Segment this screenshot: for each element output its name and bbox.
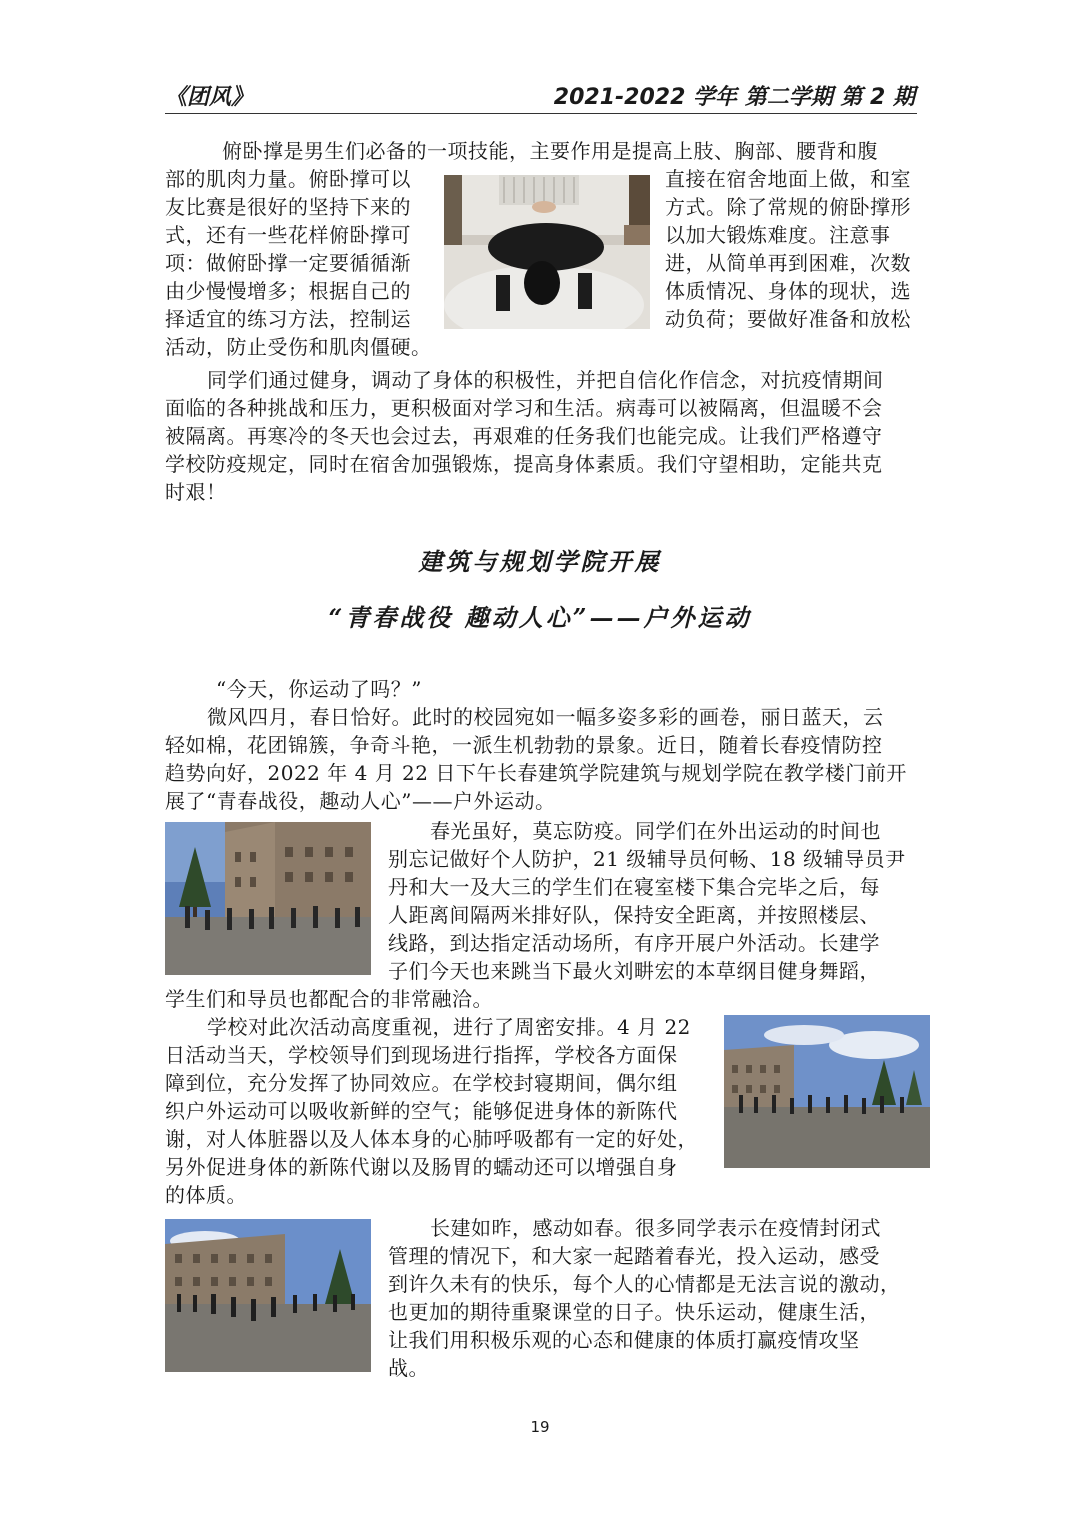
closing-text-line: 学校防疫规定，同时在宿舍加强锻炼，提高身体素质。我们守望相助，定能共克 (165, 452, 883, 476)
article-title-line1: 建筑与规划学院开展 (418, 547, 662, 576)
para-c-line: 也更加的期待重聚课堂的日子。快乐运动，健康生活， (388, 1300, 880, 1324)
pushup-text-line: 项：做俯卧撑一定要循循渐 (165, 251, 411, 275)
pushup-text-line: 以加大锻炼难度。注意事 (665, 223, 891, 247)
pushup-text-line: 部的肌肉力量。俯卧撑可以 (165, 167, 411, 191)
para-a-line: 线路，到达指定活动场所，有序开展户外活动。长建学 (388, 931, 880, 955)
pushup-text-line: 式，还有一些花样俯卧撑可 (165, 223, 411, 247)
pushup-photo (444, 175, 650, 329)
pushup-text-line: 择适宜的练习方法，控制运 (165, 307, 411, 331)
article-title-line2: “青春战役 趣动人心”——户外运动 (328, 603, 752, 632)
para-b-line: 另外促进身体的新陈代谢以及肠胃的蠕动还可以增强自身 (165, 1155, 678, 1179)
intro-text-line: 展了“青春战役，趣动人心”——户外运动。 (165, 789, 556, 813)
pushup-text-line: 友比赛是很好的坚持下来的 (165, 195, 411, 219)
outdoor-activity-photo-1 (165, 822, 371, 975)
pushup-text-line: 方式。除了常规的俯卧撑形 (665, 195, 911, 219)
header-rule (165, 113, 917, 114)
para-b-line: 谢，对人体脏器以及人体本身的心肺呼吸都有一定的好处， (165, 1127, 698, 1151)
journal-name: 《团风》 (165, 85, 254, 110)
para-a-line: 人距离间隔两米排好队，保持安全距离，并按照楼层、 (388, 903, 880, 927)
outdoor-activity-photo-3 (165, 1219, 371, 1372)
pushup-text-line: 由少慢慢增多；根据自己的 (165, 279, 411, 303)
intro-text-line: “今天，你运动了吗？” (216, 677, 422, 701)
para-b-line: 学校对此次活动高度重视，进行了周密安排。4 月 22 (207, 1015, 691, 1039)
closing-text-line: 被隔离。再寒冷的冬天也会过去，再艰难的任务我们也能完成。让我们严格遵守 (165, 424, 883, 448)
closing-text-line: 时艰！ (165, 480, 227, 504)
pushup-text-line: 进，从简单再到困难，次数 (665, 251, 911, 275)
pushup-text-line: 俯卧撑是男生们必备的一项技能，主要作用是提高上肢、胸部、腰背和腹 (222, 139, 878, 163)
pushup-text-line: 活动，防止受伤和肌肉僵硬。 (165, 335, 432, 359)
para-c-line: 让我们用积极乐观的心态和健康的体质打赢疫情攻坚 (388, 1328, 860, 1352)
para-a-line: 丹和大一及大三的学生们在寝室楼下集合完毕之后，每 (388, 875, 880, 899)
para-a-line: 学生们和导员也都配合的非常融洽。 (165, 987, 493, 1011)
para-a-line: 春光虽好，莫忘防疫。同学们在外出运动的时间也 (430, 819, 881, 843)
para-a-line: 别忘记做好个人防护，21 级辅导员何畅、18 级辅导员尹 (388, 847, 906, 871)
para-b-line: 日活动当天，学校领导们到现场进行指挥，学校各方面保 (165, 1043, 678, 1067)
para-c-line: 管理的情况下，和大家一起踏着春光，投入运动，感受 (388, 1244, 880, 1268)
para-b-line: 织户外运动可以吸收新鲜的空气；能够促进身体的新陈代 (165, 1099, 678, 1123)
outdoor-activity-photo-2 (724, 1015, 930, 1168)
para-c-line: 到许久未有的快乐，每个人的心情都是无法言说的激动， (388, 1272, 901, 1296)
closing-text-line: 面临的各种挑战和压力，更积极面对学习和生活。病毒可以被隔离，但温暖不会 (165, 396, 883, 420)
pushup-text-line: 直接在宿舍地面上做，和室 (665, 167, 911, 191)
para-a-line: 子们今天也来跳当下最火刘畊宏的本草纲目健身舞蹈， (388, 959, 880, 983)
para-b-line: 障到位，充分发挥了协同效应。在学校封寝期间，偶尔组 (165, 1071, 678, 1095)
intro-text-line: 轻如棉，花团锦簇，争奇斗艳，一派生机勃勃的景象。近日，随着长春疫情防控 (165, 733, 883, 757)
para-c-line: 长建如昨，感动如春。很多同学表示在疫情封闭式 (430, 1216, 881, 1240)
intro-text-line: 趋势向好，2022 年 4 月 22 日下午长春建筑学院建筑与规划学院在教学楼门前开 (165, 761, 907, 785)
pushup-text-line: 动负荷；要做好准备和放松 (665, 307, 911, 331)
para-b-line: 的体质。 (165, 1183, 247, 1207)
intro-text-line: 微风四月，春日恰好。此时的校园宛如一幅多姿多彩的画卷，丽日蓝天，云 (207, 705, 884, 729)
page-number: 19 (530, 1418, 550, 1436)
para-c-line: 战。 (388, 1356, 429, 1380)
pushup-text-line: 体质情况、身体的现状，选 (665, 279, 911, 303)
issue-info: 2021-2022 学年 第二学期 第 2 期 (553, 85, 915, 110)
closing-text-line: 同学们通过健身，调动了身体的积极性，并把自信化作信念，对抗疫情期间 (207, 368, 884, 392)
